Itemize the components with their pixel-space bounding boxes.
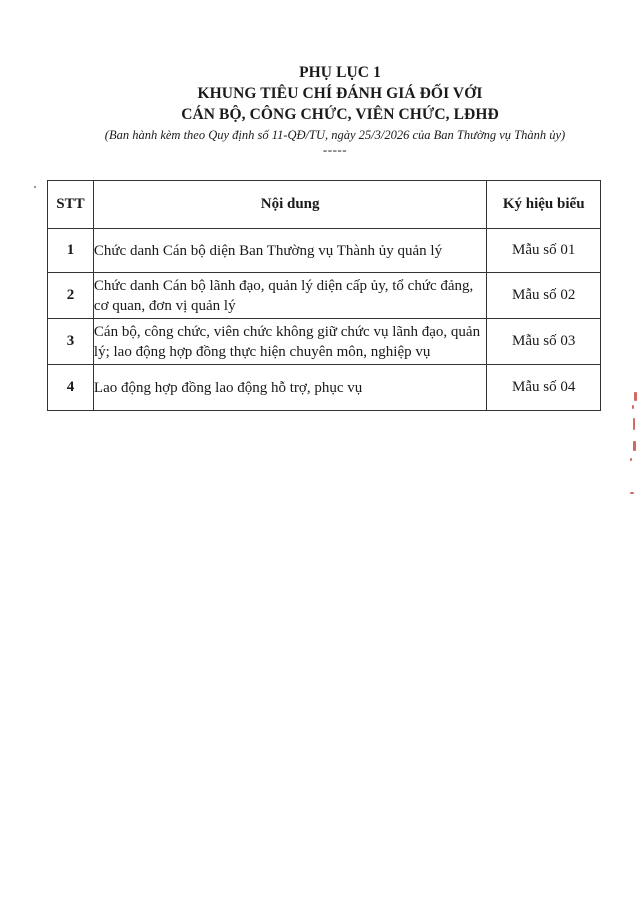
row-form-code: Mẫu số 03 [487,319,601,365]
row-form-code: Mẫu số 04 [487,365,601,411]
table-header-row [48,181,601,229]
row-number: 2 [48,273,94,319]
row-form-code: Mẫu số 01 [487,229,601,273]
table-row [48,319,601,365]
appendix-title: PHỤ LỤC 1 [299,64,381,81]
row-content: Chức danh Cán bộ lãnh đạo, quản lý diện cấp ủy, tổ chức đảng, cơ quan, đơn vị quản lý [93,273,486,319]
issuance-note: (Ban hành kèm theo Quy định số 11-QĐ/TU, ngày 25/3/2026 của Ban Thường vụ Thành ủy) [104,128,566,142]
table-row [48,229,601,273]
stamp-edge-mark [633,441,636,451]
row-content: Cán bộ, công chức, viên chức không giữ chức vụ lãnh đạo, quản lý; lao động hợp đồng thực hiện chuyên môn, nghiệp vụ [93,319,486,365]
row-content: Lao động hợp đồng lao động hỗ trợ, phục vụ [93,365,486,411]
criteria-table [47,180,601,411]
stamp-edge-mark [632,405,634,409]
row-content: Chức danh Cán bộ diện Ban Thường vụ Thành ủy quản lý [93,229,486,273]
table-row [48,273,601,319]
row-number: 3 [48,319,94,365]
stamp-edge-mark [630,458,632,461]
header-separator: ----- [322,142,348,157]
framework-title: KHUNG TIÊU CHÍ ĐÁNH GIÁ ĐỐI VỚI [197,85,483,102]
framework-subject: CÁN BỘ, CÔNG CHỨC, VIÊN CHỨC, LĐHĐ [181,106,499,123]
row-number: 4 [48,365,94,411]
scan-speck [34,186,36,188]
column-header-form-code: Ký hiệu biểu [487,181,601,229]
table-row [48,365,601,411]
row-form-code: Mẫu số 02 [487,273,601,319]
column-header-stt: STT [48,181,94,229]
stamp-edge-mark [633,418,635,430]
row-number: 1 [48,229,94,273]
column-header-content: Nội dung [93,181,486,229]
stamp-edge-mark [634,392,637,401]
document-header [0,62,640,156]
stamp-edge-mark [630,492,634,494]
